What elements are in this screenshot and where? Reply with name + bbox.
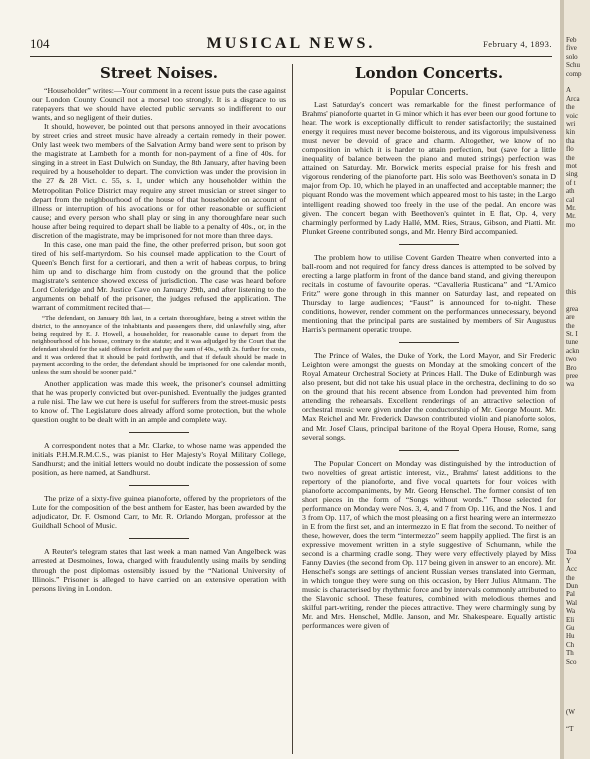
adjacent-page-fragment: cal <box>566 195 575 204</box>
section-separator <box>399 342 459 343</box>
adjacent-page-fragment: Ch <box>566 640 575 649</box>
adjacent-page-fragment: Eli <box>566 615 575 624</box>
adjacent-page-fragment: pree <box>566 372 579 380</box>
section-separator <box>399 450 459 451</box>
column-divider <box>292 64 293 754</box>
article-paragraph: In this case, one man paid the fine, the other preferred prison, but soon got tired of his self-martyrdom. So his counsel made application to the Court of Queen's Bench first for a certiorari, and then a writ of habeas corpus, to bring him up and to discharge him from custody on the ground that the police magistrate's sentence showed excess of jurisdiction. The case was heard before Lord Coleridge and Mr. Justice Cave on January 29th, and after listening to the arguments on behalf of the prisoner, the judges refused the application. The warrant of commitment recited that— <box>32 239 286 313</box>
adjacent-page-fragment: Wa <box>566 607 576 616</box>
adjacent-page-fragment: tha <box>566 136 575 145</box>
adjacent-page-fragment: Th <box>566 649 574 658</box>
adjacent-page-fragment: Schu <box>566 61 580 70</box>
adjacent-page-fragment: Hu <box>566 632 575 641</box>
adjacent-page-fragment: tune <box>566 338 579 347</box>
adjacent-page-fragment: Feb <box>566 36 577 44</box>
adjacent-page-fragment: this <box>566 288 577 296</box>
right-column <box>302 62 556 630</box>
news-note: A Reuter's telegram states that last week a man named Van Angelbeck was arrested at Desmoines, Iowa, charged with fraudulently using mails by sending through the post diplomas ostensibly issued by the “National University of Illinois.” Prisoner is alleged to have carried on an extensive operation with persons living in London. <box>32 547 286 593</box>
adjacent-page-fragment: Pal <box>566 590 575 599</box>
adjacent-page-fragment: grea <box>566 304 579 313</box>
adjacent-page-fragment: comp <box>566 69 582 78</box>
adjacent-page-fragment: five <box>566 44 577 53</box>
article-paragraph: It should, however, be pointed out that persons annoyed in their avocations by street cries and street music have already a certain remedy in their power. Only last week two members of the Salvation Army band were sent to prison by the magistrate at Lambeth for a month for non-payment of a fine of 40s. for singing in a street in East Dulwich on Sunday, the 8th January, after having been required by a householder to depart. The conviction was under the provision in the 27 & 28 Vict. c. 55, s. 1, under which any householder within the Metropolitan Police District may require any street musician or street singer to depart from the neighbourhood of the house of that householder on account of illness or interruption of his avocations or for other reasonable or sufficient cause; and every person who shall play or sing in any thoroughfare near such house after being required to depart shall be liable to a penalty of 40s., or, in the discretion of the magistrate, may be imprisoned for not more than three days. <box>32 122 286 240</box>
adjacent-page-fragment: sing <box>566 170 578 179</box>
adjacent-page-fragment: ackn <box>566 346 580 355</box>
article-paragraph: Another application was made this week, the prisoner's counsel admitting that he was properly convicted but over-punished. Eventually the judges granted a rule nisi. The law we cut here is useful for sufferers from the street-music pests to know of. The Legislature does already afford some protection, but the whole question ought to be dealt with in an ample and complete way. <box>32 378 286 424</box>
adjacent-page-fragment: wri <box>566 120 576 128</box>
adjacent-page-fragment: the <box>566 153 575 162</box>
adjacent-page-fragment: Y <box>566 556 572 565</box>
news-note: The prize of a sixty-five guinea pianoforte, offered by the proprietors of the Lute for the composition of the best anthem for Easter, has been awarded by the adjudicator, Dr. F. Osmond Carr, to Mr. R. Orlando Morgan, professor at the Guildhall School of Music. <box>32 494 286 531</box>
adjacent-page-fragment: Acc <box>566 565 578 574</box>
article-paragraph: The Popular Concert on Monday was distinguished by the introduction of two novelties of great artistic interest, viz., Brahms' latest additions to the repertory of the pianoforte, and five vocal quartets for four voices with pianoforte accompaniments, by Mr. Georg Henschel. The former consist of ten short pieces in the form of “Songs without words.” Those selected for performance on Monday were Nos. 3, 4, and 7 from Op. 116, and the Nos. 1 and 3 from Op. 117, of which the most pleasing on a first hearing were an intermezzo in E from the first set, and an intermezzo in E flat from the second. To neither of these, however, does the term “intermezzo” seem happily applied. The first is an expressive movement written in a style suggestive of Schumann, while the second is a charming cradle song. They were very effectively played by Miss Fanny Davies (the second from Op. 117 being given in answer to an encore). Mr. Henschel's songs are settings of ancient Russian verses translated into German, in which tongue they were sung on this occasion, by Herr Julius Altmann. The music is characterised by rhythmic force and by intervals commonly attributed to the Slavonic school. These features, combined with melodious themes and skilful part-writing, render the pieces attractive. They were charmingly sung by Mr. and Mrs. Henschel, Mdlle. Janson, and Mr. Shakespeare. Equally artistic performances were given of <box>302 458 556 631</box>
issue-date: February 4, 1893. <box>483 39 552 49</box>
adjacent-page-fragment: ath <box>566 187 575 196</box>
adjacent-page-fragment: St. I <box>566 330 578 338</box>
adjacent-page-fragment: Dun <box>566 582 579 590</box>
page-number: 104 <box>30 36 50 51</box>
article-paragraph: Last Saturday's concert was remarkable for the finest performance of Brahms' pianoforte quartet in G minor which it has ever been our good fortune to hear. The work is exceptionally difficult to render satisfactorily; the sustained energy it requires must never become boisterous, and its vigorous impulsiveness must never be devoid of grace and charm. Altogether, we know of no composition in which it is harder to attain perfection, but (save for a little inequality of balance between the piano and muted strings) perfection was attained on Saturday. Mr. Borwick merits especial praise for his fresh and vigorous rendering of the pianoforte part. His solo was Beethoven's sonata in D major from Op. 10, which he played in an unaffected and acceptable manner; the piquant Rondo was the movement which appeared most to his taste; in the Largo intelligent reading showed too freely in the use of the pedal. An encore was given. The concert began with Beethoven's quintet in E flat, Op. 4, very charmingly performed by Lady Hallé, MM. Ries, Straus, Gibson, and Piatti. Mr. Plunket Greene contributed songs, and Mr. Henry Bird accompanied. <box>302 100 556 236</box>
adjacent-page-fragment: Mr. <box>566 204 576 212</box>
adjacent-page-fragment: kin <box>566 128 575 137</box>
adjacent-page-fragment: mo <box>566 220 575 229</box>
adjacent-page-fragment: wa <box>566 380 575 389</box>
article-paragraph: The Prince of Wales, the Duke of York, the Lord Mayor, and Sir Frederic Leighton were amongst the guests on Monday at the smoking concert of the Royal Amateur Orchestral Society at Princes Hall. The Duke of Edinburgh was also present, but did not take his usual place in the orchestra, declining to do so on the ground that his recent absence from London had prevented him from attending the rehearsals. Excellent renderings of an attractive selection of orchestral music were given under the conductorship of Mr. George Mount. Mr. Max Reichel and Mr. Frederick Dawson contributed violin and pianoforte solos, and Mr. Josef Claus, principal baritone of the Royal Opera House, Rome, sang several songs. <box>302 351 556 442</box>
adjacent-page-fragment: are <box>566 313 575 322</box>
quoted-warrant: “The defendant, on January 8th last, in a certain thoroughfare, being a street within the district, to the annoyance of the inhabitants and passengers there, did unlawfully sing, after being required by E. J. Howell, a householder, for reasonable cause to depart from the neighbourhood of his house, contrary to the statute; and it was adjudged by the Court that the defendant should for the said offence forfeit and pay the sum of 40s., with 2s. further for costs, and it was ordered that it should be paid forthwith, and that if default should be made in payment according to the order, the defendant should be imprisoned for one calendar month, unless the sum should be sooner paid.” <box>32 315 286 377</box>
adjacent-page-fragment: Bro <box>566 363 577 372</box>
adjacent-page-fragment: the <box>566 103 575 112</box>
masthead-title: MUSICAL NEWS. <box>206 35 376 52</box>
adjacent-page-fragment: Wal <box>566 598 578 607</box>
adjacent-page-fragment: voic <box>566 111 579 120</box>
adjacent-page-fragment: Arca <box>566 94 580 103</box>
section-separator <box>129 432 189 433</box>
left-column <box>32 62 286 593</box>
article-paragraph: “Householder” writes:—Your comment in a recent issue puts the case against our London County Council not a morsel too strongly. It is a disgrace to us ratepayers that we should have elected public servants so indifferent to our wants, and so negligent of their duties. <box>32 86 286 123</box>
adjacent-page-fragment: “T <box>566 724 574 733</box>
adjacent-page-fragment: (W <box>566 708 575 716</box>
london-concerts-heading: London Concerts. <box>354 64 504 82</box>
adjacent-page-fragment: Gu <box>566 624 575 632</box>
section-separator <box>129 485 189 486</box>
adjacent-page-fragment: mot <box>566 162 577 170</box>
adjacent-page-fragment: of t <box>566 178 576 187</box>
adjacent-page-fragment: Sco <box>566 657 577 666</box>
section-separator <box>129 538 189 539</box>
adjacent-page-fragment: the <box>566 321 575 330</box>
adjacent-page-fragment: A <box>566 86 572 95</box>
adjacent-page-fragment: the <box>566 573 575 582</box>
popular-concerts-subheading: Popular Concerts. <box>389 86 469 98</box>
adjacent-page-fragment: Toa <box>566 548 577 557</box>
news-note: A correspondent notes that a Mr. Clarke, to whose name was appended the initials P.H.M.R.M.C.S., was pianist to Her Majesty's Royal Military College, Sandhurst; and the initial letters would no doubt indicate the possession of some position, as here named, at Sandhurst. <box>32 441 286 478</box>
page-header <box>30 36 552 54</box>
adjacent-page-fragment: two <box>566 355 577 364</box>
header-rule <box>30 56 552 57</box>
adjacent-page-edge <box>564 0 590 759</box>
section-separator <box>399 244 459 245</box>
adjacent-page-fragment: Mr. <box>566 212 576 221</box>
adjacent-page-fragment: flo <box>566 145 574 154</box>
adjacent-page-fragment: solo <box>566 52 578 61</box>
street-noises-heading: Street Noises. <box>100 64 218 82</box>
article-paragraph: The problem how to utilise Covent Garden Theatre when converted into a ball-room and not required for fancy dress dances is attempted to be solved by erecting a large platform in front of the dance band stand, and giving thereupon recitals in costume of favourite operas. “Cavalleria Rusticana” and “L'Amico Fritz” were gone through in this manner on Saturday last, and repeated on Thursday to large audiences; “Faust” is announced for to-night. These conditions, however, render comment on the performances unnecessary, beyond mentioning that the principal parts are sustained by members of Sir Augustus Harris's permanent operatic troupe. <box>302 252 556 335</box>
